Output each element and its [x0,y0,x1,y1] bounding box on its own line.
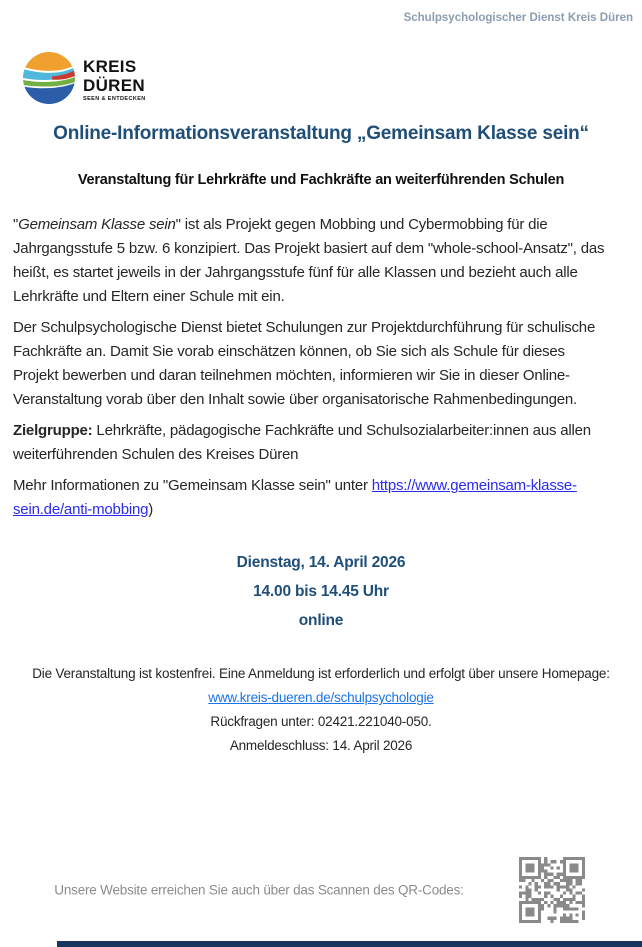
registration-note: Die Veranstaltung ist kostenfrei. Eine Anmeldung ist erforderlich und erfolgt über unsere Homepage: [32,666,610,681]
event-date: Dienstag, 14. April 2026 [236,554,406,571]
qr-section [0,855,642,925]
more-info-prefix: Mehr Informationen zu "Gemeinsam Klasse sein" unter [13,477,372,494]
event-details [0,548,642,635]
kreis-dueren-globe-icon [23,52,75,109]
deadline-line: Anmeldeschluss: 14. April 2026 [229,738,413,753]
logo-line-kreis: KREIS [83,57,137,77]
event-time: 14.00 bis 14.45 Uhr [253,583,389,600]
intro-rest: " ist als Projekt gegen Mobbing und Cybermobbing für die Jahrgangsstufe 5 bzw. 6 konzipiert. Das Projekt basiert auf dem "whole-school-Ansatz", das heißt, es startet jeweils in der Jahrgangsstufe fünf für alle Klassen und bezieht auch alle Lehrkräfte und Eltern einer Schule mit ein. [13,216,605,305]
intro-quote-open: " [13,216,19,233]
homepage-link[interactable]: www.kreis-dueren.de/schulpsychologie [208,690,434,705]
event-mode: online [298,612,344,629]
phone-line: Rückfragen unter: 02421.221040-050. [210,714,432,729]
page-title: Online-Informationsveranstaltung „Gemeinsam Klasse sein“ [53,123,589,144]
qr-code-icon [519,855,585,925]
project-name-italic: Gemeinsam Klasse sein [18,216,176,233]
target-group-text: Lehrkräfte, pädagogische Fachkräfte und Schulsozialarbeiter:innen aus allen weiterführenden Schulen des Kreises Düren [13,422,591,463]
bottom-edge-bar [57,941,642,947]
more-info-suffix: ) [148,501,154,518]
kreis-dueren-logo [23,52,642,109]
more-info-paragraph [13,474,610,522]
page-subtitle: Veranstaltung für Lehrkräfte und Fachkräfte an weiterführenden Schulen [77,172,565,188]
target-group-label: Zielgruppe: [13,422,93,439]
logo-wordmark [83,58,146,103]
body-text [0,213,642,522]
qr-caption: Unsere Website erreichen Sie auch über das Scannen des QR-Codes: [54,882,464,898]
logo-tagline: SEEN & ENTDECKEN [83,96,146,103]
intro-paragraph [13,213,610,309]
offer-paragraph: Der Schulpsychologische Dienst bietet Schulungen zur Projektdurchführung für schulische Fachkräfte an. Damit Sie vorab einschätzen können, ob Sie sich als Schule für dieses Projekt bewerben und daran teilnehmen möchten, informieren wir Sie in dieser Online-Veranstaltung vorab über den Inhalt sowie über organisatorische Rahmenbedingungen. [13,319,596,408]
gemeinsam-klasse-sein-link[interactable]: https://www.gemeinsam-klasse-sein.de/anti-mobbing [13,477,577,518]
registration-info [0,662,642,758]
logo-line-dueren: DÜREN [83,76,145,96]
department-header: Schulpsychologischer Dienst Kreis Düren [403,12,633,24]
target-group-paragraph [13,419,610,467]
